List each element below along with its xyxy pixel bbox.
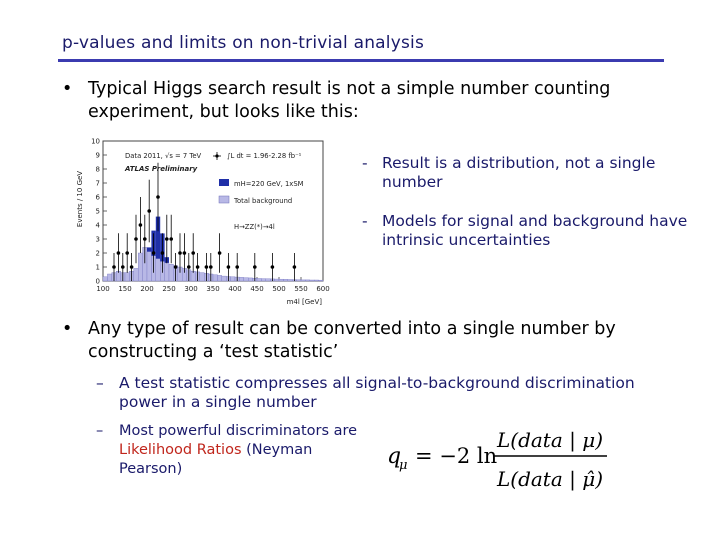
data-point xyxy=(156,195,160,199)
background-bar xyxy=(156,259,160,281)
background-bar xyxy=(107,274,111,281)
x-tick-label: 150 xyxy=(118,285,132,293)
x-tick-label: 550 xyxy=(294,285,308,293)
data-point xyxy=(112,265,116,269)
x-tick-label: 250 xyxy=(162,285,176,293)
y-tick-label: 8 xyxy=(95,165,100,174)
y-tick-label: 9 xyxy=(95,151,100,160)
bullet-text: Typical Higgs search result is not a simple number counting experiment, but looks like this: xyxy=(88,79,611,122)
data-point xyxy=(209,265,213,269)
data-point xyxy=(125,251,129,255)
plot-note-text: Models for signal and background have intrinsic uncertainties xyxy=(382,212,688,249)
background-bar xyxy=(275,279,279,281)
background-bar xyxy=(103,277,107,281)
likelihood-ratio-highlight: Likelihood Ratios xyxy=(119,442,242,458)
legend-signal-swatch xyxy=(219,179,229,186)
data-point xyxy=(218,251,222,255)
data-point xyxy=(205,265,209,269)
background-bar xyxy=(283,279,287,281)
data-point xyxy=(117,251,121,255)
plot-ylabel: Events / 10 GeV xyxy=(76,170,84,228)
data-point xyxy=(134,237,138,241)
legend-process: H→ZZ(*)→4l xyxy=(234,223,275,231)
background-bar xyxy=(297,280,301,281)
bullet-text: Any type of result can be converted into a single number by constructing a ‘test statistic’ xyxy=(88,319,616,362)
background-bar xyxy=(319,280,323,281)
background-bar xyxy=(222,276,226,281)
background-bar xyxy=(239,277,243,281)
background-bar xyxy=(169,264,173,281)
data-point xyxy=(169,237,173,241)
signal-bar xyxy=(147,247,151,251)
higgs-plot xyxy=(72,137,332,309)
data-point xyxy=(196,265,200,269)
background-bar xyxy=(279,279,283,281)
test-statistic-formula xyxy=(385,418,615,498)
background-bar xyxy=(231,277,235,281)
y-tick-label: 6 xyxy=(95,193,100,202)
x-tick-label: 500 xyxy=(272,285,286,293)
formula-lhs: q xyxy=(387,444,402,469)
data-point xyxy=(183,251,187,255)
sub-bullet-text xyxy=(119,422,369,479)
bullet-marker: • xyxy=(62,319,73,339)
background-bar xyxy=(314,280,318,281)
formula-lhs-sub: μ xyxy=(399,458,408,473)
background-bar xyxy=(288,279,292,281)
data-point xyxy=(293,265,297,269)
sub-bullet-marker: – xyxy=(96,423,104,439)
background-bar xyxy=(147,252,151,281)
data-point xyxy=(191,251,195,255)
data-point xyxy=(161,251,165,255)
sub-bullet-text-after: (Neyman Pearson) xyxy=(119,442,313,477)
y-tick-label: 1 xyxy=(95,263,100,272)
legend-experiment: ATLAS Preliminary xyxy=(125,165,198,173)
y-tick-label: 4 xyxy=(95,221,100,230)
x-tick-label: 100 xyxy=(96,285,110,293)
title-rule xyxy=(58,59,664,62)
x-tick-label: 350 xyxy=(206,285,220,293)
data-point xyxy=(253,265,257,269)
background-bar xyxy=(257,278,261,281)
formula-numerator: L(data | μ) xyxy=(496,428,604,452)
y-tick-label: 10 xyxy=(91,137,100,146)
data-point xyxy=(271,265,275,269)
background-bar xyxy=(213,275,217,281)
y-tick-label: 3 xyxy=(95,235,100,244)
background-bar xyxy=(134,268,138,281)
background-bar xyxy=(301,280,305,281)
background-bar xyxy=(248,278,252,281)
bullet-marker: • xyxy=(62,79,73,99)
y-tick-label: 5 xyxy=(95,207,100,216)
data-point xyxy=(143,237,147,241)
data-point xyxy=(130,265,134,269)
background-bar xyxy=(125,273,129,281)
plot-note-text: Result is a distribution, not a single number xyxy=(382,154,656,191)
x-tick-label: 300 xyxy=(184,285,198,293)
data-point xyxy=(139,223,143,227)
data-point xyxy=(187,265,191,269)
y-tick-label: 2 xyxy=(95,249,100,258)
plot-xlabel: m4l [GeV] xyxy=(286,298,322,306)
y-tick-label: 0 xyxy=(95,277,100,286)
background-bar xyxy=(305,280,309,281)
y-tick-label: 7 xyxy=(95,179,100,188)
legend-background-swatch xyxy=(219,196,229,203)
sub-bullet-text-before: Most powerful discriminators are xyxy=(119,423,358,439)
data-point xyxy=(165,237,169,241)
data-point xyxy=(227,265,231,269)
legend-data: Data 2011, √s = 7 TeV xyxy=(125,152,202,160)
x-tick-label: 450 xyxy=(250,285,264,293)
background-bar xyxy=(217,275,221,281)
data-point xyxy=(121,265,125,269)
legend-lumi: ∫L dt = 1.96-2.28 fb⁻¹ xyxy=(227,152,302,160)
data-point xyxy=(235,265,239,269)
slide-title: p-values and limits on non-trivial analysis xyxy=(62,33,425,53)
background-bar xyxy=(310,280,314,281)
legend-background: Total background xyxy=(234,197,293,205)
sub-bullet-text: A test statistic compresses all signal-to-background discrimination power in a single number xyxy=(119,374,635,411)
background-bar xyxy=(200,273,204,281)
sub-bullet-marker: – xyxy=(96,374,104,392)
x-tick-label: 600 xyxy=(316,285,330,293)
background-bar xyxy=(165,263,169,281)
data-point xyxy=(174,265,178,269)
background-bar xyxy=(244,278,248,281)
background-bar xyxy=(266,279,270,281)
background-bar xyxy=(261,279,265,281)
plot-note-marker: - xyxy=(362,212,368,230)
background-bar xyxy=(138,253,142,281)
data-point xyxy=(152,251,156,255)
x-tick-label: 200 xyxy=(140,285,154,293)
formula-equals: = −2 ln xyxy=(415,444,498,468)
data-point xyxy=(147,209,151,213)
x-tick-label: 400 xyxy=(228,285,242,293)
formula-denominator: L(data | μ̂) xyxy=(496,467,604,491)
plot-note-marker: - xyxy=(362,154,368,172)
legend-signal: mH=220 GeV, 1xSM xyxy=(234,180,304,188)
data-point xyxy=(178,251,182,255)
